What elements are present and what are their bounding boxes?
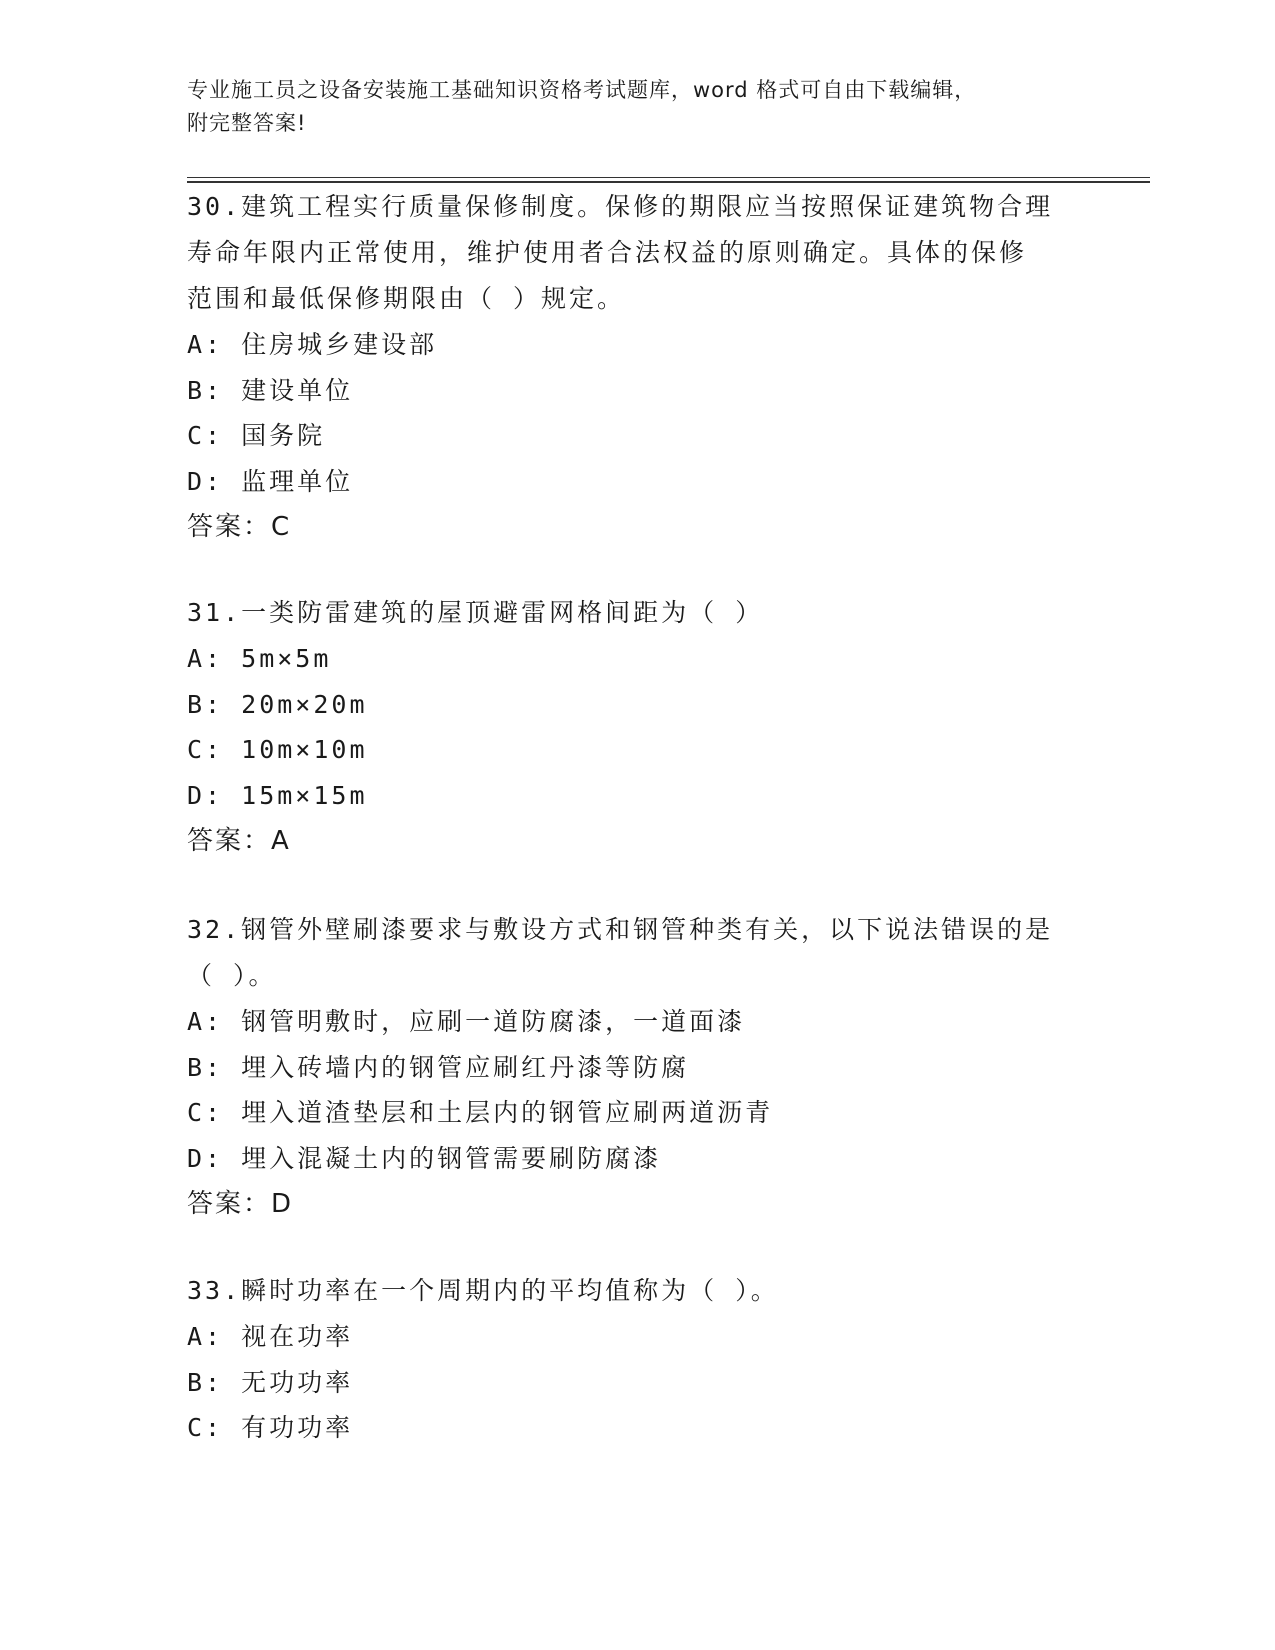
option-d: D: 监理单位 bbox=[187, 466, 354, 496]
question-32 bbox=[187, 907, 1087, 1227]
option-c: C: 埋入道渣垫层和土层内的钢管应刷两道沥青 bbox=[187, 1098, 774, 1127]
header-line: 专业施工员之设备安装施工基础知识资格考试题库，word 格式可自由下载编辑， bbox=[187, 78, 977, 102]
option-d: D: 15m×15m bbox=[187, 780, 368, 810]
option-a: A: 钢管明敷时，应刷一道防腐漆，一道面漆 bbox=[187, 1007, 746, 1036]
answer: 答案：C bbox=[187, 512, 292, 542]
option-a: A: 视在功率 bbox=[187, 1322, 354, 1351]
header-line: 附完整答案! bbox=[187, 111, 307, 135]
option-d: D: 埋入混凝土内的钢管需要刷防腐漆 bbox=[187, 1143, 662, 1173]
question-stem-line: 32.钢管外壁刷漆要求与敷设方式和钢管种类有关，以下说法错误的是 bbox=[187, 915, 1054, 944]
header-divider bbox=[187, 177, 1150, 178]
question-30 bbox=[187, 184, 1087, 550]
question-33 bbox=[187, 1268, 1087, 1451]
option-b: B: 无功功率 bbox=[187, 1367, 354, 1397]
question-stem-line: 33.瞬时功率在一个周期内的平均值称为（ ）。 bbox=[187, 1276, 779, 1305]
question-stem-line: 30.建筑工程实行质量保修制度。保修的期限应当按照保证建筑物合理 bbox=[187, 192, 1054, 221]
option-b: B: 20m×20m bbox=[187, 689, 368, 719]
option-a: A: 住房城乡建设部 bbox=[187, 330, 438, 359]
question-31 bbox=[187, 590, 1087, 864]
option-b: B: 建设单位 bbox=[187, 375, 354, 405]
option-c: C: 国务院 bbox=[187, 421, 326, 450]
document-header bbox=[187, 74, 1087, 140]
option-c: C: 有功功率 bbox=[187, 1413, 354, 1442]
option-b: B: 埋入砖墙内的钢管应刷红丹漆等防腐 bbox=[187, 1052, 690, 1082]
question-stem-line: 范围和最低保修期限由（ ）规定。 bbox=[187, 284, 626, 313]
option-a: A: 5m×5m bbox=[187, 644, 332, 673]
question-stem-line: 31.一类防雷建筑的屋顶避雷网格间距为（ ） bbox=[187, 598, 764, 627]
answer: 答案：D bbox=[187, 1189, 294, 1219]
question-stem-line: 寿命年限内正常使用，维护使用者合法权益的原则确定。具体的保修 bbox=[187, 238, 1028, 267]
answer: 答案：A bbox=[187, 826, 291, 856]
option-c: C: 10m×10m bbox=[187, 735, 368, 764]
header-divider bbox=[187, 181, 1150, 183]
question-stem-line: （ ）。 bbox=[187, 961, 277, 990]
